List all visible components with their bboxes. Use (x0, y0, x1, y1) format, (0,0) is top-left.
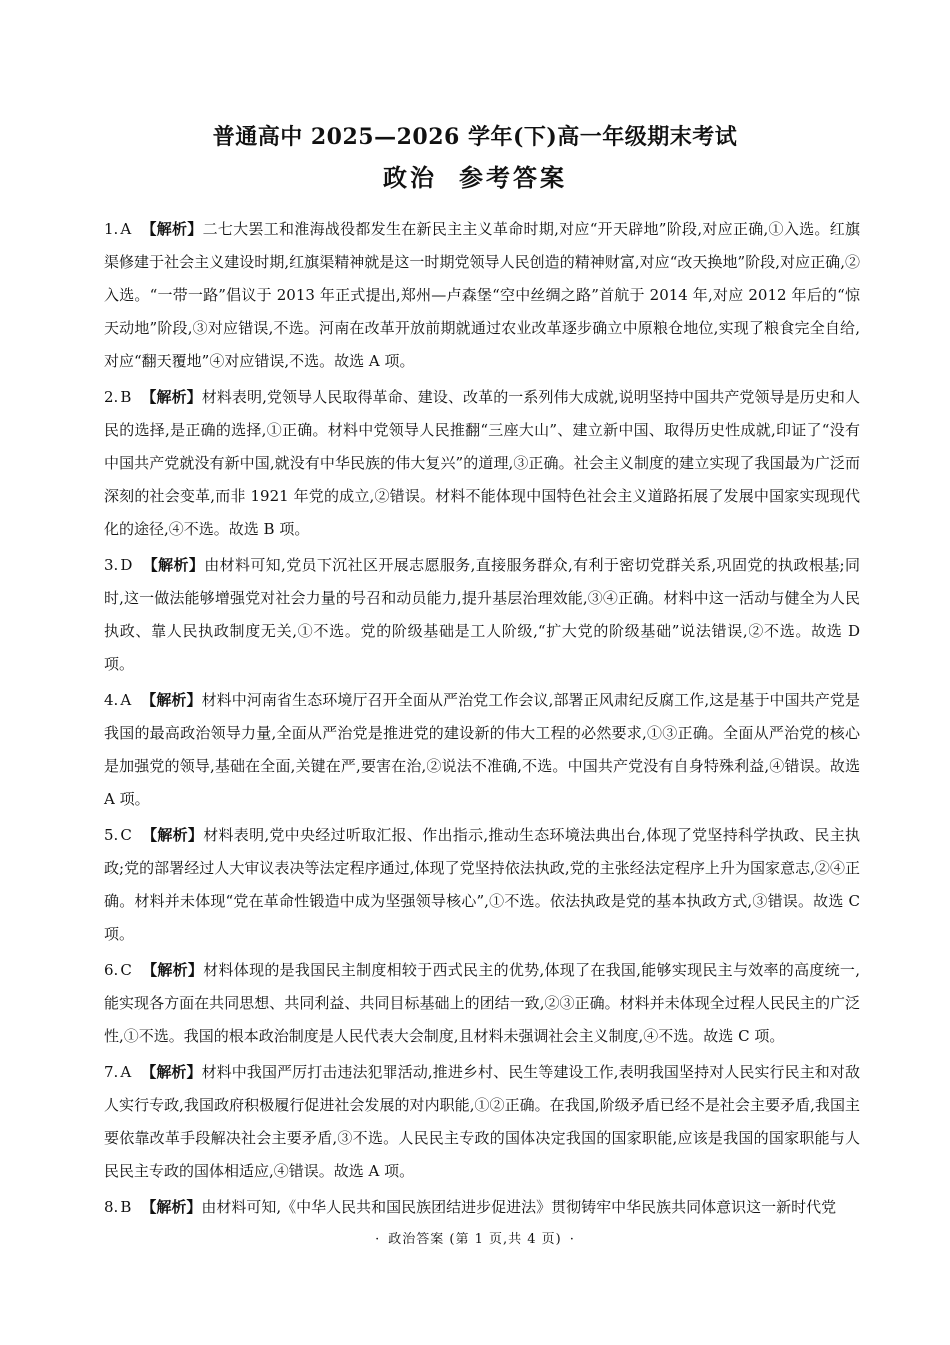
item-answer: D (120, 556, 133, 574)
exam-title: 普通高中 2025—2026 学年(下)高一年级期末考试 (212, 124, 738, 150)
item-explanation: 由材料可知,《中华人民共和国民族团结进步促进法》贯彻铸牢中华民族共同体意识这一新时代党 (201, 1198, 837, 1216)
analysis-tag: 【解析】 (141, 220, 203, 238)
item-explanation: 由材料可知,党员下沉社区开展志愿服务,直接服务群众,有利于密切党群关系,巩固党的执政根基;同时,这一做法能够增强党对社会力量的号召和动员能力,提升基层治理效能,③④正确。材料中这一活动与健全为人民执政、靠人民执政制度无关,①不选。党的阶级基础是工人阶级,“扩大党的阶级基础”说法错误,②不选。故选 D 项。 (104, 556, 860, 673)
subject-label: 政治 (383, 163, 437, 192)
page-footer (0, 1228, 950, 1247)
item-explanation: 材料中我国严厉打击违法犯罪活动,推进乡村、民生等建设工作,表明我国坚持对人民实行民主和对敌人实行专政,我国政府积极履行促进社会发展的对内职能,①②正确。在我国,阶级矛盾已经不是社会主要矛盾,我国主要依靠改革手段解决社会主要矛盾,③不选。人民民主专政的国体决定我国的国家职能,应该是我国的国家职能与人民民主专政的国体相适应,④错误。故选 A 项。 (104, 1063, 860, 1180)
item-explanation: 材料表明,党领导人民取得革命、建设、改革的一系列伟大成就,说明坚持中国共产党领导是历史和人民的选择,是正确的选择,①正确。材料中党领导人民推翻“三座大山”、建立新中国、取得历史性成就,印证了“没有中国共产党就没有新中国,就没有中华民族的伟大复兴”的道理,③正确。社会主义制度的建立实现了我国最为广泛而深刻的社会变革,而非 1921 年党的成立,②错误。材料不能体现中国特色社会主义道路拓展了发展中国家实现现代化的途径,④不选。故选 B 项。 (104, 388, 860, 538)
item-answer: B (120, 388, 132, 406)
item-number: 4. (104, 691, 119, 709)
analysis-tag: 【解析】 (142, 556, 205, 574)
answer-item-7 (104, 1056, 860, 1188)
footer-bullet-right: · (569, 1232, 575, 1247)
analysis-tag: 【解析】 (141, 388, 202, 406)
item-explanation: 二七大罢工和淮海战役都发生在新民主主义革命时期,对应“开天辟地”阶段,对应正确,①入选。红旗渠修建于社会主义建设时期,红旗渠精神就是这一时期党领导人民创造的精神财富,对应“改天换地”阶段,对应正确,②入选。“一带一路”倡议于 2013 年正式提出,郑州—卢森堡“空中丝绸之路”首航于 2014 年,对应 2012 年后的“惊天动地”阶段,③对应错误,不选。河南在改革开放前期就通过农业改革逐步确立中原粮仓地位,实现了粮食完全自给,对应“翻天覆地”④对应错误,不选。故选 A 项。 (104, 220, 860, 370)
item-answer: C (120, 961, 132, 979)
item-number: 3. (104, 556, 119, 574)
document-subtitle (0, 158, 950, 193)
item-answer: A (120, 1063, 132, 1081)
doc-type-label: 参考答案 (459, 163, 567, 192)
item-number: 7. (104, 1063, 119, 1081)
answer-item-4 (104, 684, 860, 816)
analysis-tag: 【解析】 (141, 1063, 202, 1081)
footer-bullet-left: · (375, 1232, 381, 1247)
answer-item-8 (104, 1191, 860, 1224)
item-answer: A (120, 691, 132, 709)
analysis-tag: 【解析】 (141, 691, 202, 709)
answer-item-1 (104, 213, 860, 378)
answer-item-5 (104, 819, 860, 951)
item-explanation: 材料中河南省生态环境厅召开全面从严治党工作会议,部署正风肃纪反腐工作,这是基于中国共产党是我国的最高政治领导力量,全面从严治党是推进党的建设新的伟大工程的必然要求,①③正确。全面从严治党的核心是加强党的领导,基础在全面,关键在严,要害在治,②说法不准确,不选。中国共产党没有自身特殊利益,④错误。故选 A 项。 (104, 691, 860, 808)
item-explanation: 材料表明,党中央经过听取汇报、作出指示,推动生态环境法典出台,体现了党坚持科学执政、民主执政;党的部署经过人大审议表决等法定程序通过,体现了党坚持依法执政,党的主张经法定程序上升为国家意志,②④正确。材料并未体现“党在革命性锻造中成为坚强领导核心”,①不选。依法执政是党的基本执政方式,③错误。故选 C 项。 (104, 826, 860, 943)
analysis-tag: 【解析】 (141, 826, 204, 844)
answer-list (104, 213, 860, 1227)
item-number: 6. (104, 961, 119, 979)
analysis-tag: 【解析】 (141, 1198, 202, 1216)
item-number: 2. (104, 388, 119, 406)
analysis-tag: 【解析】 (141, 961, 204, 979)
item-answer: A (120, 220, 132, 238)
answer-item-3 (104, 549, 860, 681)
item-answer: C (120, 826, 132, 844)
footer-page-info: 政治答案 (第 1 页,共 4 页) (388, 1232, 562, 1247)
item-explanation: 材料体现的是我国民主制度相较于西式民主的优势,体现了在我国,能够实现民主与效率的高度统一,能实现各方面在共同思想、共同利益、共同目标基础上的团结一致,②③正确。材料并未体现全过程人民民主的广泛性,①不选。我国的根本政治制度是人民代表大会制度,且材料未强调社会主义制度,④不选。故选 C 项。 (104, 961, 860, 1045)
item-answer: B (120, 1198, 132, 1216)
item-number: 1. (104, 220, 119, 238)
item-number: 8. (104, 1198, 119, 1216)
answer-item-6 (104, 954, 860, 1053)
answer-item-2 (104, 381, 860, 546)
item-number: 5. (104, 826, 119, 844)
